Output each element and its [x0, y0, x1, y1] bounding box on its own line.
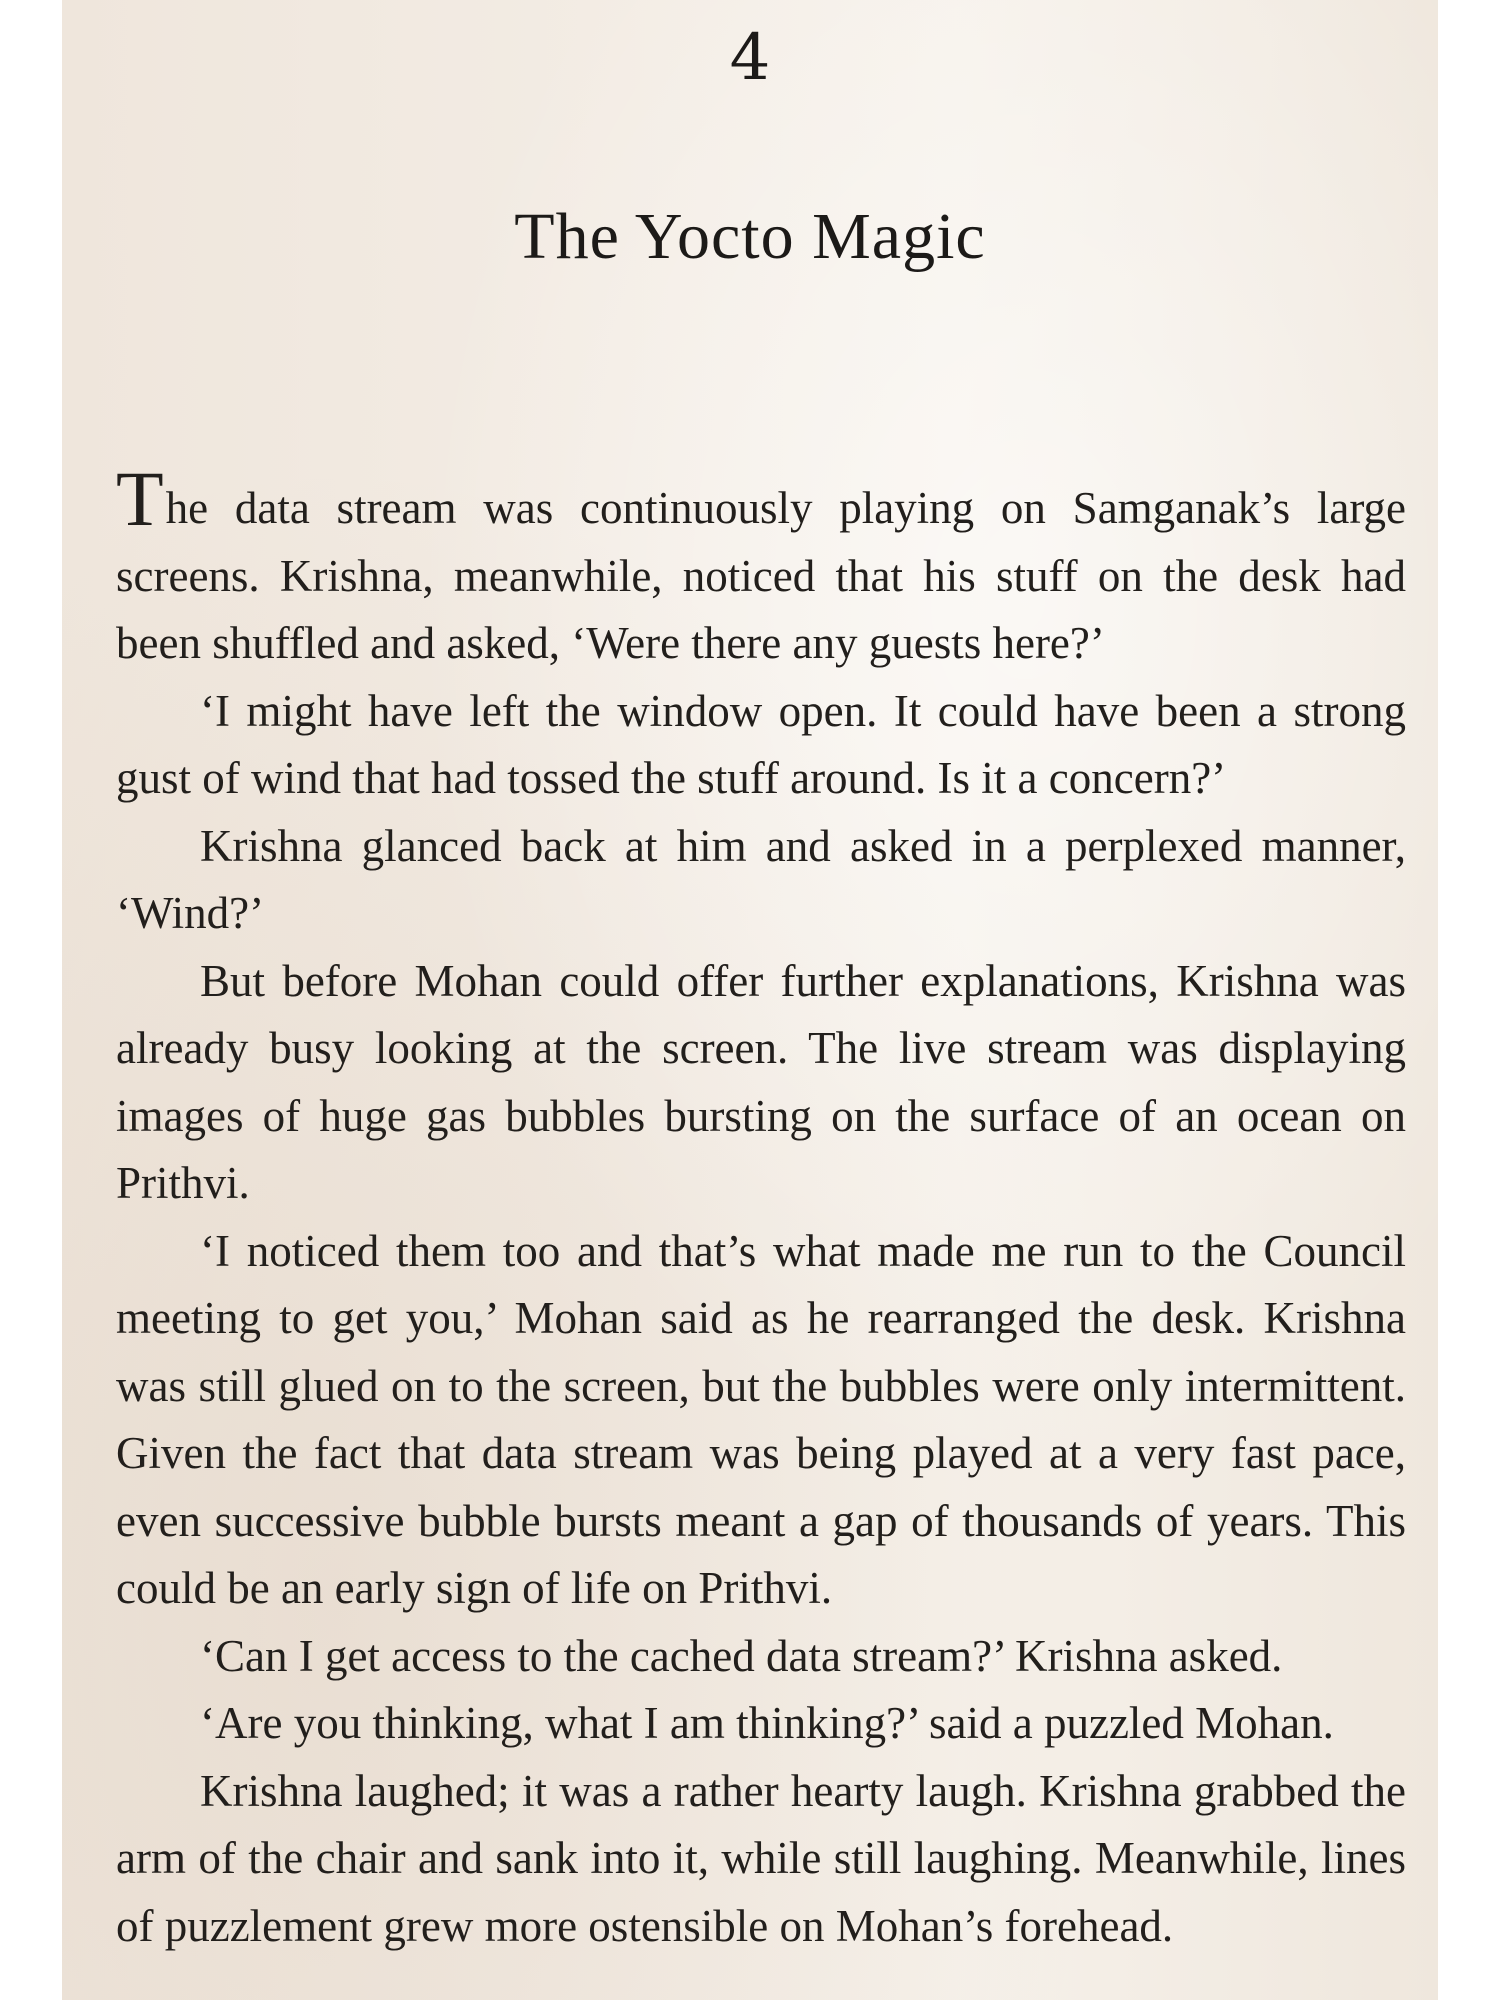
drop-cap: T — [116, 455, 164, 542]
paragraph-1 — [116, 455, 1406, 678]
chapter-body — [116, 455, 1406, 1960]
paragraph-4: But before Mohan could offer further explanations, Krishna was already busy looking at the screen. The live stream was displaying images of huge gas bubbles bursting on the surface of an ocean on Prithvi. — [116, 955, 1406, 1208]
paragraph-5: ‘I noticed them too and that’s what made me run to the Council meeting to get you,’ Mohan said as he rearranged the desk. Krishna was still glued on to the screen, but the bubbles were only intermittent. Given the fact that data stream was being played at a very fast pace, even successive bubble bursts meant a gap of thousands of years. This could be an early sign of life on Prithvi. — [116, 1225, 1406, 1613]
paragraph-6: ‘Can I get access to the cached data stream?’ Krishna asked. — [200, 1630, 1283, 1681]
paragraph-3: Krishna glanced back at him and asked in a perplexed manner, ‘Wind?’ — [116, 820, 1406, 938]
paragraph-7: ‘Are you thinking, what I am thinking?’ said a puzzled Mohan. — [200, 1698, 1334, 1748]
chapter-title: The Yocto Magic — [514, 200, 986, 273]
book-page — [62, 0, 1438, 2000]
paragraph-1-text: he data stream was continuously playing on Samganak’s large screens. Krishna, meanwhile, noticed that his stuff on the desk had been shuffled and asked, ‘Were there any guests here?’ — [116, 483, 1406, 668]
chapter-number: 4 — [729, 21, 771, 95]
paragraph-8: Krishna laughed; it was a rather hearty laugh. Krishna grabbed the arm of the chair and sank into it, while still laughing. Meanwhile, lines of puzzlement grew more ostensible on Mohan’s forehead. — [116, 1765, 1406, 1951]
paragraph-2: ‘I might have left the window open. It could have been a strong gust of wind that had tossed the stuff around. Is it a concern?’ — [116, 685, 1406, 803]
